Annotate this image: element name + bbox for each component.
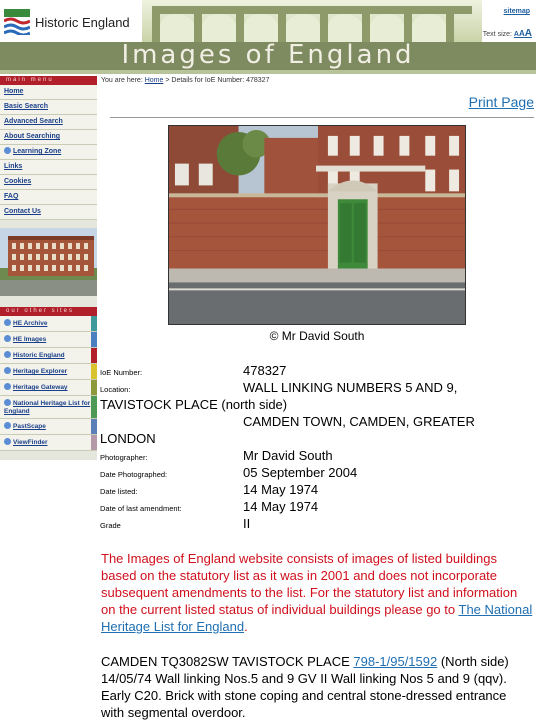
historic-england-logo-icon xyxy=(4,9,30,35)
date-listed-label: Date listed: xyxy=(100,487,138,496)
detail-row-date-listed xyxy=(100,481,530,498)
other-sites-heading: our other sites xyxy=(0,307,97,316)
sidebar-item-learning-zone[interactable] xyxy=(0,145,97,160)
site-label: Heritage Gateway xyxy=(13,384,68,391)
logo-text: Historic England xyxy=(35,15,130,30)
sitemap-link[interactable]: sitemap xyxy=(503,8,530,15)
site-color-swatch xyxy=(91,419,97,434)
external-site-icon xyxy=(4,422,11,429)
header xyxy=(0,0,536,76)
site-color-swatch xyxy=(91,348,97,363)
location-line-3: CAMDEN TOWN, CAMDEN, GREATER xyxy=(243,414,475,429)
external-site-icon xyxy=(4,399,11,406)
site-color-swatch xyxy=(91,316,97,331)
ioe-value: 478327 xyxy=(243,363,287,378)
detail-row-grade xyxy=(100,515,530,532)
site-color-swatch xyxy=(91,435,97,450)
sidebar-item-home[interactable]: Home xyxy=(0,85,97,100)
description-rest: (North side) 14/05/74 Wall linking Nos.5 and 9 GV II Wall linking Nos 5 and 9 (qqv). Early C20. Brick with stone coping and central stone-dressed entrance with segmental overdoor. xyxy=(101,654,509,720)
sidebar-building-photo xyxy=(0,228,97,296)
sidebar-site-heritage-gateway[interactable] xyxy=(0,380,97,396)
text-size-large[interactable]: A xyxy=(524,28,532,39)
sidebar-site-heritage-explorer[interactable] xyxy=(0,364,97,380)
external-site-icon xyxy=(4,319,11,326)
external-site-icon xyxy=(4,351,11,358)
site-label: ViewFinder xyxy=(13,439,48,446)
site-label: PastScape xyxy=(13,423,46,430)
site-label: HE Images xyxy=(13,336,47,343)
date-photographed-label: Date Photographed: xyxy=(100,470,168,479)
external-site-icon xyxy=(4,147,11,154)
text-size-medium[interactable]: A xyxy=(518,29,525,38)
list-entry-link[interactable]: 798-1/95/1592 xyxy=(353,654,438,669)
last-amendment-value: 14 May 1974 xyxy=(243,499,319,514)
text-size-control xyxy=(483,28,532,39)
photographer-label: Photographer: xyxy=(100,453,148,462)
location-line-2: TAVISTOCK PLACE (north side) xyxy=(100,397,288,412)
external-site-icon xyxy=(4,367,11,374)
site-color-swatch xyxy=(91,380,97,395)
sidebar-item-basic-search[interactable]: Basic Search xyxy=(0,100,97,115)
breadcrumb-current: > Details for IoE Number: 478327 xyxy=(165,77,270,84)
external-site-icon xyxy=(4,438,11,445)
national-heritage-list-link[interactable]: The National Heritage List for England xyxy=(101,602,533,634)
grade-label: Grade xyxy=(100,521,121,530)
logo[interactable] xyxy=(0,0,150,42)
external-site-icon xyxy=(4,335,11,342)
print-page-link[interactable]: Print Page xyxy=(468,94,534,110)
title-strip xyxy=(0,70,536,74)
site-color-swatch xyxy=(91,364,97,379)
divider xyxy=(110,117,534,118)
location-line-4: LONDON xyxy=(100,431,156,446)
viaduct-banner-image xyxy=(142,0,482,42)
notice-text: The Images of England website consists of images of listed buildings based on the statutory list as it was in 2001 and does not incorporate subsequent amendments to the list. For the statutory list and information on the current listed status of individual buildings please go to xyxy=(101,551,518,617)
location-line-1: WALL LINKING NUMBERS 5 AND 9, xyxy=(243,380,458,395)
site-label: HE Archive xyxy=(13,320,48,327)
site-label: Heritage Explorer xyxy=(13,368,68,375)
sidebar-site-he-archive[interactable] xyxy=(0,316,97,332)
site-color-swatch xyxy=(91,332,97,347)
statutory-list-notice xyxy=(101,550,533,635)
main-menu-heading: main menu xyxy=(0,76,97,85)
sidebar-item-contact-us[interactable]: Contact Us xyxy=(0,205,97,220)
site-label: Historic England xyxy=(13,352,65,359)
notice-end: . xyxy=(244,619,248,634)
sidebar-site-he-images[interactable] xyxy=(0,332,97,348)
sidebar-item-cookies[interactable]: Cookies xyxy=(0,175,97,190)
photo-credit: © Mr David South xyxy=(269,329,365,343)
location-label: Location: xyxy=(100,385,131,394)
sidebar-site-pastscape[interactable] xyxy=(0,419,97,435)
breadcrumb-prefix: You are here: xyxy=(101,77,143,84)
sidebar-site-viewfinder[interactable] xyxy=(0,435,97,451)
date-listed-value: 14 May 1974 xyxy=(243,482,319,497)
external-site-icon xyxy=(4,383,11,390)
listing-description xyxy=(101,653,533,720)
sidebar-site-national-heritage-list[interactable] xyxy=(0,396,97,419)
sidebar-item-faq[interactable]: FAQ xyxy=(0,190,97,205)
site-color-swatch xyxy=(91,396,97,418)
detail-row-ioe xyxy=(100,362,530,379)
detail-row-last-amendment xyxy=(100,498,530,515)
sidebar xyxy=(0,76,97,460)
sidebar-item-advanced-search[interactable]: Advanced Search xyxy=(0,115,97,130)
text-size-small[interactable]: A xyxy=(513,31,519,38)
detail-row-date-photographed xyxy=(100,464,530,481)
sidebar-item-links[interactable]: Links xyxy=(0,160,97,175)
grade-value: II xyxy=(243,516,251,531)
description-start: CAMDEN TQ3082SW TAVISTOCK PLACE xyxy=(101,654,354,669)
sidebar-item-about-searching[interactable]: About Searching xyxy=(0,130,97,145)
listed-building-photo[interactable] xyxy=(168,125,466,325)
site-title: Images of England xyxy=(121,40,415,70)
sidebar-site-historic-england[interactable] xyxy=(0,348,97,364)
detail-row-photographer xyxy=(100,447,530,464)
ioe-label: IoE Number: xyxy=(100,368,143,377)
last-amendment-label: Date of last amendment: xyxy=(100,504,182,513)
date-photographed-value: 05 September 2004 xyxy=(243,465,358,480)
breadcrumb xyxy=(101,77,269,84)
photographer-value: Mr David South xyxy=(243,448,333,463)
sidebar-item-label: Learning Zone xyxy=(13,148,62,155)
breadcrumb-home-link[interactable]: Home xyxy=(144,77,164,84)
listing-details xyxy=(100,362,530,532)
detail-row-location xyxy=(100,379,530,396)
site-label: National Heritage List for England xyxy=(4,400,91,415)
text-size-label: Text size: xyxy=(482,31,512,38)
